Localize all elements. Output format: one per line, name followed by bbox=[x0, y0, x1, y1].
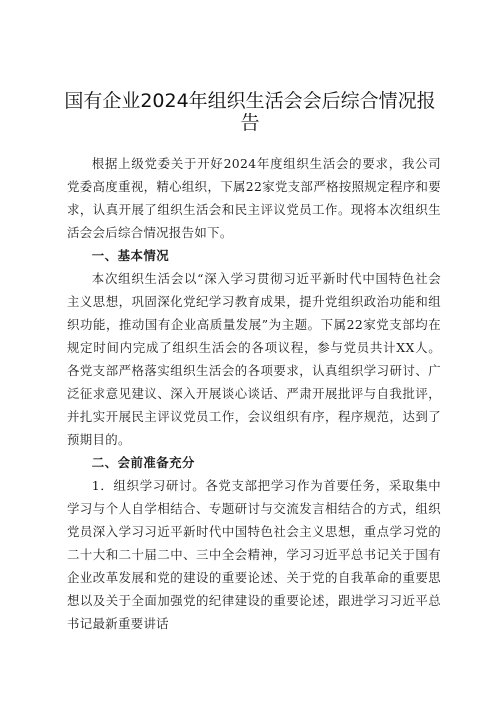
document-body bbox=[67, 152, 441, 635]
paragraph-intro: 根据上级党委关于开好2024年度组织生活会的要求，我公司党委高度重视，精心组织，下属22家党支部严格按照规定程序和要求，认真开展了组织生活会和民主评议党员工作。现将本次组织生活会会后综合情况报告如下。 bbox=[67, 156, 441, 240]
section-heading-basic-situation: 一、基本情况 bbox=[91, 248, 170, 263]
paragraph-basic-situation: 本次组织生活会以“深入学习贯彻习近平新时代中国特色社会主义思想，巩固深化党纪学习教育成果，提升党组织政治功能和组织功能，推动国有企业高质量发展”为主题。下属22家党支部均在规定时间内完成了组织生活会的各项议程，参与党员共计XX人。各党支部严格落实组织生活会的各项要求，认真组织学习研讨、广泛征求意见建议、深入开展谈心谈话、严肃开展批评与自我批评，并扎实开展民主评议党员工作，会议组织有序，程序规范，达到了预期目的。 bbox=[67, 271, 441, 447]
paragraph-study-discussion: 1．组织学习研讨。各党支部把学习作为首要任务，采取集中学习与个人自学相结合、专题研讨与交流发言相结合的方式，组织党员深入学习习近平新时代中国特色社会主义思想，重点学习党的二十大和二十届二中、三中全会精神，学习习近平总书记关于国有企业改革发展和党的建设的重要论述、关于党的自我革命的重要思想以及关于全面加强党的纪律建设的重要论述，跟进学习习近平总书记最新重要讲话 bbox=[67, 478, 441, 631]
document-title: 国有企业2024年组织生活会会后综合情况报告 bbox=[64, 90, 436, 134]
section-heading-preparation: 二、会前准备充分 bbox=[91, 455, 195, 470]
